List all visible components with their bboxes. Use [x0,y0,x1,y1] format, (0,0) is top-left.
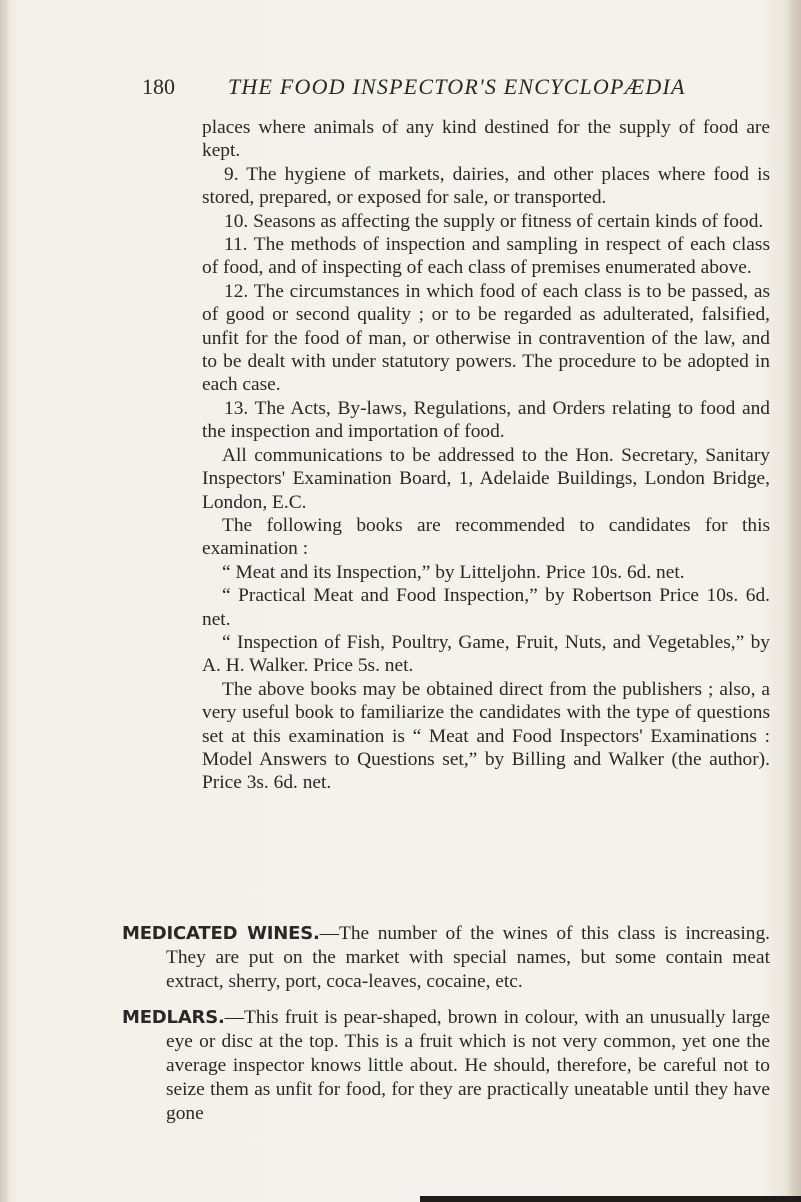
paragraph-12: 12. The circumstances in which food of each class is to be passed, as of good or second quality ; or to be regarded as adulterated, falsified, unfit for the food of man, or otherwise in contravention of the law, and to be dealt with under statutory powers. The procedure to be adopted in each case. [202,280,770,396]
entry-medlars [122,1006,770,1126]
page-left-shadow [0,0,10,1202]
encyclopedia-entries [122,922,770,1138]
paragraph-9: 9. The hygiene of markets, dairies, and other places where food is stored, prepared, or exposed for sale, or transported. [202,163,770,209]
page-number: 180 [142,74,175,99]
book-reference-3: “ Inspection of Fish, Poultry, Game, Fruit, Nuts, and Vegetables,” by A. H. Walker. Price 5s. net. [202,631,770,677]
entry-text: —This fruit is pear-shaped, brown in colour, with an unusually large eye or disc at the top. This is a fruit which is not very common, yet one the average inspector knows little about. He should, therefore, be careful not to seize them as unfit for food, for they are practically uneatable until they have gone [166,1007,770,1124]
entry-headword: MEDICATED WINES. [122,923,320,944]
paragraph-communications: All communications to be addressed to the Hon. Secretary, Sanitary Inspectors' Examination Board, 1, Adelaide Buildings, London Bridge, London, E.C. [202,444,770,513]
paragraph-continued: places where animals of any kind destined for the supply of food are kept. [202,117,770,162]
entry-headword: MEDLARS. [122,1007,225,1028]
paragraph-obtain-books: The above books may be obtained direct from the publishers ; also, a very useful book to familiarize the candidates with the type of questions set at this examination is “ Meat and Food Inspectors' Examinations : Model Answers to Questions set,” by Billing and Walker (the author). Price 3s. 6d. net. [202,678,770,794]
page-header [142,74,782,104]
paragraph-10: 10. Seasons as affecting the supply or fitness of certain kinds of food. [224,210,764,232]
entry-text: —The number of the wines of this class is increasing. They are put on the market with special names, but some contain meat extract, sherry, port, coca-leaves, cocaine, etc. [166,923,770,992]
entry-medicated-wines [122,922,770,994]
page-right-shadow [787,0,801,1202]
paragraph-11: 11. The methods of inspection and sampling in respect of each class of food, and of inspecting of each class of premises enumerated above. [202,234,770,279]
book-reference-1: “ Meat and its Inspection,” by Litteljohn. Price 10s. 6d. net. [222,561,685,583]
running-head: THE FOOD INSPECTOR'S ENCYCLOPÆDIA [228,74,686,99]
paragraph-13: 13. The Acts, By-laws, Regulations, and Orders relating to food and the inspection and importation of food. [202,397,770,443]
book-reference-2: “ Practical Meat and Food Inspection,” by Robertson Price 10s. 6d. net. [202,585,770,630]
scan-bottom-edge [420,1196,801,1202]
body-text [202,116,770,795]
paragraph-books-intro: The following books are recommended to candidates for this examination : [202,514,770,560]
